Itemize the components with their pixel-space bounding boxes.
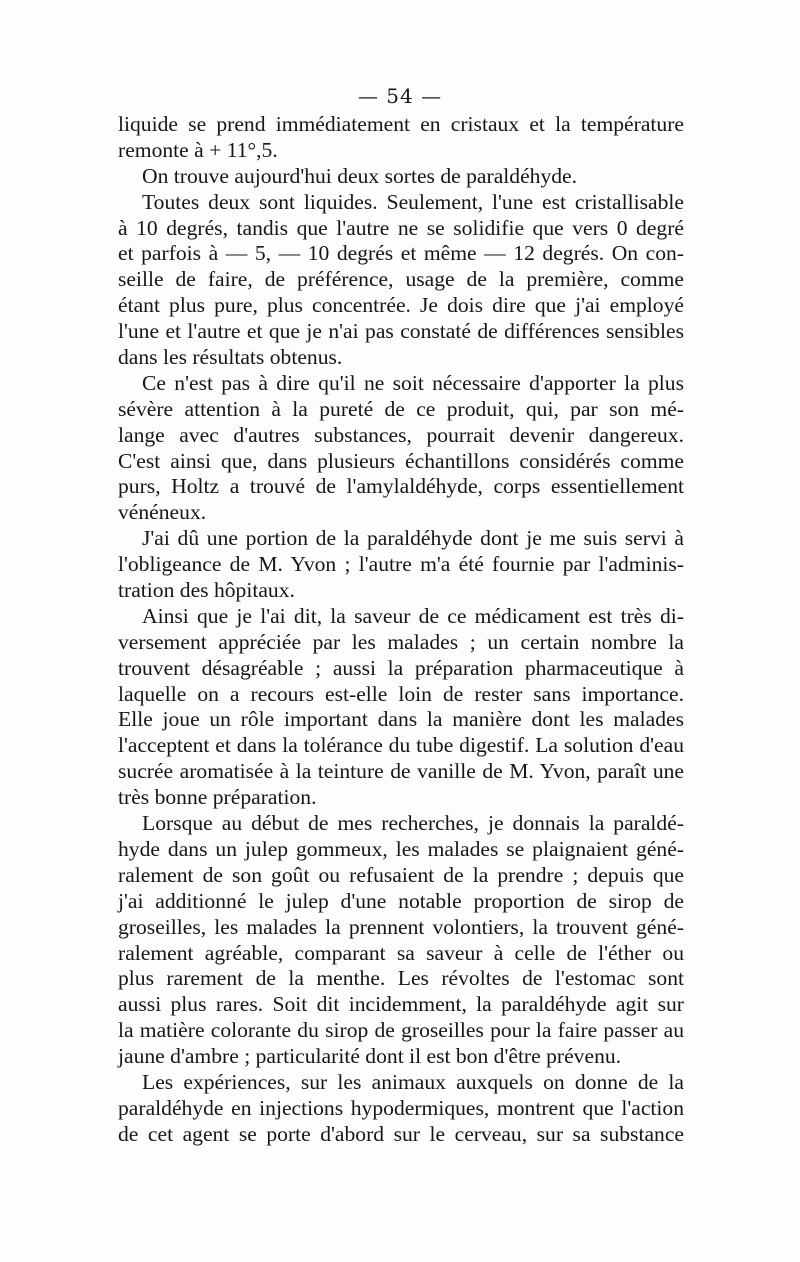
text-line: lange avec d'autres substances, pourrait devenir dangereux. [118,422,684,447]
text-line: tration des hôpitaux. [118,578,295,603]
text-line: J'ai dû une portion de la paraldéhyde dont je me suis servi à [142,526,684,551]
text-line: étant plus pure, plus concentrée. Je dois dire que j'ai employé [118,293,684,318]
text-line: sucrée aromatisée à la teinture de vanille de M. Yvon, paraît une [118,759,684,784]
text-line: paraldéhyde en injections hypodermiques, montrent que l'action [118,1095,684,1120]
text-line: à 10 degrés, tandis que l'autre ne se solidifie que vers 0 degré [118,215,684,240]
text-line: et parfois à — 5, — 10 degrés et même — 12 degrés. On con- [118,241,684,266]
text-line: l'acceptent et dans la tolérance du tube digestif. La solution d'eau [118,733,684,758]
text-line: liquide se prend immédiatement en cristaux et la température [118,112,684,136]
text-line: groseilles, les malades la prennent volontiers, la trouvent géné- [118,914,684,939]
text-line: purs, Holtz a trouvé de l'amylaldéhyde, corps essentiellement [118,474,684,499]
text-line: l'une et l'autre et que je n'ai pas constaté de différences sensibles [118,319,684,344]
text-line: ralement de son goût ou refusaient de la prendre ; depuis que [118,862,684,887]
text-line: la matière colorante du sirop de groseilles pour la faire passer au [118,1018,684,1043]
text-line: Ce n'est pas à dire qu'il ne soit nécessaire d'apporter la plus [142,370,684,395]
text-line: On trouve aujourd'hui deux sortes de paraldéhyde. [142,163,578,188]
text-line: Lorsque au début de mes recherches, je donnais la paraldé- [142,811,684,836]
text-line: de cet agent se porte d'abord sur le cerveau, sur sa substance [118,1121,684,1146]
text-line: j'ai additionné le julep d'une notable proportion de sirop de [118,888,684,913]
text-line: versement appréciée par les malades ; un certain nombre la [118,629,684,654]
text-line: C'est ainsi que, dans plusieurs échantillons considérés comme [118,448,684,473]
text-line: ralement agréable, comparant sa saveur à celle de l'éther ou [118,940,684,965]
text-line: aussi plus rares. Soit dit incidemment, la paraldéhyde agit sur [118,992,684,1017]
text-line: trouvent désagréable ; aussi la préparation pharmaceutique à [118,655,684,680]
text-line: l'obligeance de M. Yvon ; l'autre m'a été fournie par l'adminis- [118,552,684,577]
text-line: Les expériences, sur les animaux auxquels on donne de la [142,1069,684,1094]
text-line: dans les résultats obtenus. [118,345,343,370]
text-line: laquelle on a recours est-elle loin de rester sans importance. [118,681,684,706]
text-line: sévère attention à la pureté de ce produit, qui, par son mé- [118,396,684,421]
text-line: plus rarement de la menthe. Les révoltes de l'estomac sont [118,966,684,991]
text-line: Ainsi que je l'ai dit, la saveur de ce médicament est très di- [142,603,684,628]
text-line: seille de faire, de préférence, usage de la première, comme [118,267,684,292]
page-number: — 54 — [357,84,443,108]
text-line: vénéneux. [118,500,207,525]
text-line: très bonne préparation. [118,785,317,810]
body-text [118,112,684,1148]
text-line: jaune d'ambre ; particularité dont il est bon d'être prévenu. [118,1044,622,1069]
text-line: Toutes deux sont liquides. Seulement, l'une est cristallisable [142,189,684,214]
text-line: Elle joue un rôle important dans la manière dont les malades [118,707,684,732]
text-line: remonte à + 11°,5. [118,137,278,162]
text-line: hyde dans un julep gommeux, les malades se plaignaient géné- [118,836,684,861]
